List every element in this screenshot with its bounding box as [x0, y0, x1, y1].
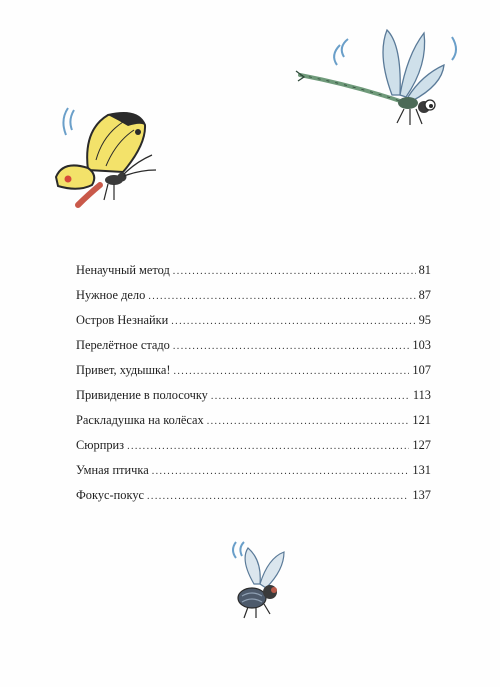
butterfly-icon [48, 100, 163, 215]
toc-entry-page: 137 [412, 488, 431, 502]
table-of-contents [76, 258, 431, 508]
toc-entry-page: 131 [412, 463, 431, 477]
toc-entry-page: 121 [412, 413, 431, 427]
toc-entry-page: 95 [418, 313, 431, 327]
toc-entry [76, 383, 431, 408]
toc-entry-page: 107 [412, 363, 431, 377]
toc-leader-dots [211, 384, 410, 409]
toc-leader-dots [174, 359, 410, 384]
toc-entry [76, 283, 431, 308]
toc-entry [76, 358, 431, 383]
toc-entry-page: 113 [412, 388, 431, 402]
toc-entry-title: Перелётное стадо [76, 338, 170, 352]
dragonfly-icon [292, 25, 467, 140]
toc-entry [76, 333, 431, 358]
toc-entry [76, 433, 431, 458]
toc-leader-dots [173, 259, 416, 284]
toc-entry-title: Раскладушка на колёсах [76, 413, 204, 427]
toc-entry-title: Умная птичка [76, 463, 149, 477]
toc-entry [76, 408, 431, 433]
toc-leader-dots [173, 334, 410, 359]
toc-entry [76, 258, 431, 283]
toc-entry-page: 87 [418, 288, 431, 302]
toc-leader-dots [171, 309, 415, 334]
toc-entry [76, 483, 431, 508]
toc-entry-title: Фокус-покус [76, 488, 145, 502]
toc-leader-dots [127, 434, 409, 459]
toc-entry-title: Привет, худышка! [76, 363, 171, 377]
toc-leader-dots [148, 284, 415, 309]
toc-entry-title: Сюрприз [76, 438, 125, 452]
toc-entry-title: Нужное дело [76, 288, 146, 302]
toc-entry-page: 81 [418, 263, 431, 277]
toc-leader-dots [152, 459, 410, 484]
toc-entry-page: 103 [412, 338, 431, 352]
toc-leader-dots [147, 484, 409, 509]
toc-entry-page: 127 [412, 438, 431, 452]
toc-entry-title: Остров Незнайки [76, 313, 169, 327]
fly-icon [226, 540, 292, 620]
toc-entry [76, 458, 431, 483]
toc-entry-title: Привидение в полосочку [76, 388, 208, 402]
toc-entry [76, 308, 431, 333]
toc-leader-dots [207, 409, 410, 434]
toc-entry-title: Ненаучный метод [76, 263, 170, 277]
